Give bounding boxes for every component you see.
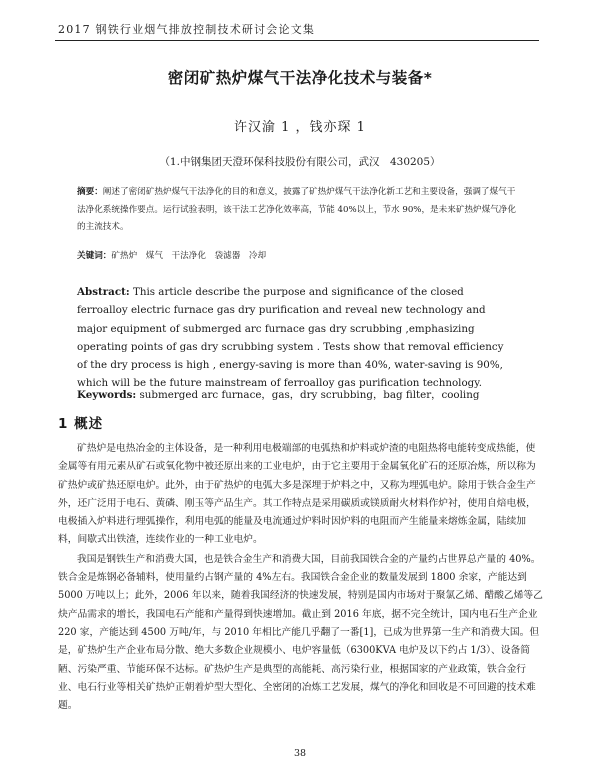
body-paragraph: 矿热炉是电热冶金的主体设备，是一种利用电极端部的电弧热和炉料或炉渣的电阻热将电能转变成热能，使金属等有用元素从矿石或氧化物中被还原出来的工业电炉，由于它主要用于金属氧化矿石的还原冶炼，所以称为矿热炉或矿热还原电炉。此外，由于矿热炉的电弧大多是深埋于炉料之中，又称为埋弧电炉。除用于铁合金生产外，还广泛用于电石、黄磷、刚玉等产品生产。其工作特点是采用碳质或镁质耐火材料作炉衬，使用自焙电极，电极插入炉料进行埋弧操作，利用电弧的能量及电流通过炉料时因炉料的电阻而产生能量来熔炼金属，陆续加料，间歇式出铁渣，连续作业的一种工业电炉。 bbox=[58, 443, 536, 546]
abstract-cn-label: 摘要： bbox=[77, 187, 103, 197]
keywords-en bbox=[77, 386, 517, 401]
page-number: 38 bbox=[293, 748, 307, 759]
abstract-cn-text: 阐述了密闭矿热炉煤气干法净化的目的和意义，披露了矿热炉煤气干法净化新工艺和主要设备，强调了煤气干法净化系统操作要点。运行试验表明，该干法工艺净化效率高，节能 40%以上，节水 90%，是未来矿热炉煤气净化的主流技术。 bbox=[77, 187, 516, 232]
section-body bbox=[58, 440, 544, 715]
body-paragraph: 我国是钢铁生产和消费大国，也是铁合金生产和消费大国，目前我国铁合金的产量约占世界总产量的 40%。铁合金是炼钢必备辅料，使用量约占钢产量的 4%左右。我国铁合金企业的数量发展到 1800 余家，产能达到 5000 万吨以上；此外，2006 年以来，随着我国经济的快速发展，特别是国内市场对于聚氯乙烯、醋酸乙烯等乙炔产品需求的增长，我国电石产能和产量得到快速增加。截止到 2016 年底，据不完全统计，国内电石生产企业 220 家，产能达到 4500 万吨/年，与 2010 年相比产能几乎翻了一番[1]，已成为世界第一生产和消费大国。但是，矿热炉生产企业布局分散、绝大多数企业规模小、电炉容量低（6300KVA 电炉及以下约占 1/3）、设备简陋、污染严重、节能环保不达标。矿热炉生产是典型的高能耗、高污染行业，根据国家的产业政策，铁合金行业、电石行业等相关矿热炉正朝着炉型大型化、全密闭的冶炼工艺发展，煤气的净化和回收是不可回避的技术难题。 bbox=[58, 553, 543, 712]
keywords-cn-text: 矿热炉 煤气 干法净化 袋滤器 冷却 bbox=[111, 251, 267, 261]
keywords-en-label: Keywords: bbox=[77, 389, 137, 401]
abstract-en-text: This article describe the purpose and significance of the closed ferroalloy electric furnace gas dry purification and reveal new technology and major equipment of submerged arc furnace gas dry scrubbing ,emphasizing operating points of gas dry scrubbing system . Tests show that removal efficiency of the dry process is high , energy-saving is more than 40%, water-saving is 90%, which will be the future mainstream of ferroalloy gas purification technology. bbox=[77, 286, 504, 390]
abstract-en bbox=[77, 283, 509, 393]
paper-title: 密闭矿热炉煤气干法净化技术与装备* bbox=[167, 69, 433, 87]
section-heading: 1 概述 bbox=[58, 416, 104, 432]
keywords-en-text: submerged arc furnace，gas，dry scrubbing，bag filter，cooling bbox=[139, 389, 480, 401]
header-divider bbox=[55, 40, 539, 41]
keywords-cn bbox=[77, 249, 523, 261]
keywords-cn-label: 关键词： bbox=[77, 251, 112, 261]
running-header: 2017 钢铁行业烟气排放控制技术研讨会论文集 bbox=[58, 23, 316, 36]
abstract-en-label: Abstract: bbox=[77, 286, 130, 298]
paper-affiliation: （1.中钢集团天澄环保科技股份有限公司，武汉 430205） bbox=[159, 156, 441, 168]
paper-authors: 许汉渝 1 ，钱亦琛 1 bbox=[234, 120, 366, 135]
abstract-cn bbox=[77, 184, 523, 237]
